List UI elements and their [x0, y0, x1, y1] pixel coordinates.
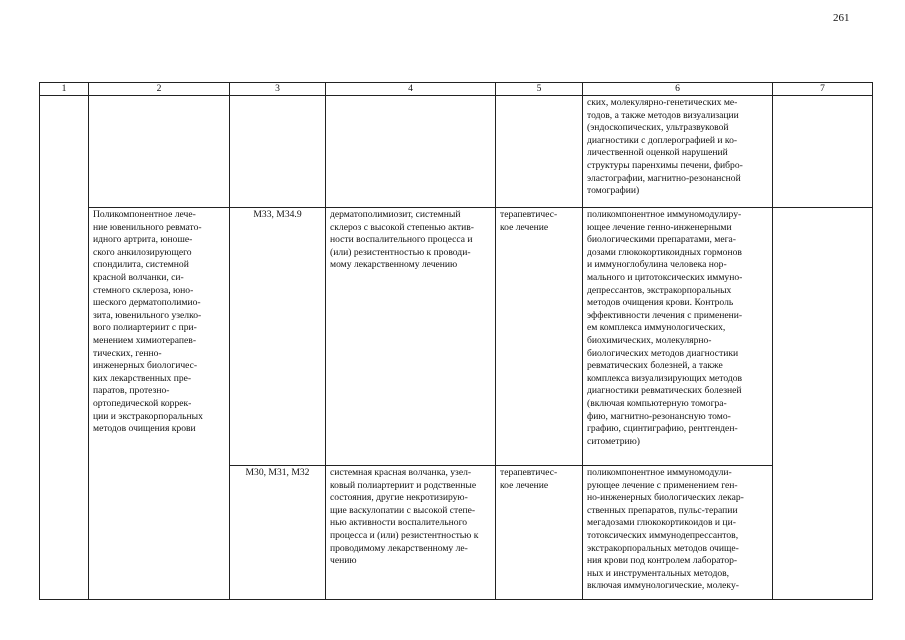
treatment-type-cell	[496, 96, 583, 208]
treatment-method-cell: поликомпонентное иммуномодулиру- ющее лечение генно-инженерными биологическими препаратами, мега- дозами глюкокортикоидных гормонов и иммуноглобулина человека нор- мального и цитотоксических иммуно- депрессантов, экстракорпоральных методов очищения крови. Контроль эффективности лечения с применени- ем комплекса иммунологических, биохимических, молекулярно- биологических методов диагностики ревматических болезней, а также комплекса визуализирующих методов диагностики ревматических болезней (включая компьютерную томогра- фию, магнитно-резонансную томо- графию, сцинтиграфию, рентгенден- ситометрию)	[583, 208, 773, 466]
method-name-cell	[89, 96, 230, 208]
header-col-3: 3	[230, 83, 326, 96]
cost-cell	[773, 208, 873, 600]
header-col-2: 2	[89, 83, 230, 96]
header-row	[40, 83, 873, 96]
header-col-7: 7	[773, 83, 873, 96]
cost-cell	[773, 96, 873, 208]
page-number: 261	[833, 12, 850, 24]
treatment-method-cell: ских, молекулярно-генетических ме- тодов, а также методов визуализации (эндоскопических, ультразвуковой диагностики с доплерографией и ко- личественной оценкой нарушений структуры паренхимы печени, фибро- эластографии, магнитно-резонансной томографии)	[583, 96, 773, 208]
patient-model-cell: дерматополимиозит, системный склероз с высокой степенью актив- ности воспалительного процесса и (или) резистентностью к проводи- мому лекарственному лечению	[326, 208, 496, 466]
treatment-type-cell: терапевтичес- кое лечение	[496, 208, 583, 466]
header-col-6: 6	[583, 83, 773, 96]
header-col-5: 5	[496, 83, 583, 96]
icd-code-cell: M33, M34.9	[230, 208, 326, 466]
table-row	[40, 96, 873, 208]
header-col-4: 4	[326, 83, 496, 96]
patient-model-cell: системная красная волчанка, узел- ковый полиартериит и родственные состояния, другие некротизирую- щие васкулопатии с высокой степе- нью активности воспалительного процесса и (или) резистентностью к проводимому лекарственному ле- чению	[326, 466, 496, 600]
icd-code-cell	[230, 96, 326, 208]
header-col-1: 1	[40, 83, 89, 96]
row-number-cell	[40, 96, 89, 600]
method-name-cell: Поликомпонентное лече- ние ювенильного ревмато- идного артрита, юноше- ского анкилозирующего спондилита, системной красной волчанки, си- стемного склероза, юно- шеского дерматополимио- зита, ювенильного узелко- вого полиартериит с при- менением химиотерапев- тических, генно- инженерных биологичес- ких лекарственных пре- паратов, протезно- ортопедической коррек- ции и экстракорпоральных методов очищения крови	[89, 208, 230, 600]
table-row	[40, 208, 873, 466]
treatment-method-cell: поликомпонентное иммуномодули- рующее лечение с применением ген- но-инженерных биологических лекар- ственных препаратов, пульс-терапии мегадозами глюкокортикоидов и ци- тотоксических иммунодепрессантов, экстракорпоральных методов очище- ния крови под контролем лаборатор- ных и инструментальных методов, включая иммунологические, молеку-	[583, 466, 773, 600]
icd-code-cell: M30, M31, M32	[230, 466, 326, 600]
treatment-table	[39, 82, 873, 600]
patient-model-cell	[326, 96, 496, 208]
treatment-type-cell: терапевтичес- кое лечение	[496, 466, 583, 600]
